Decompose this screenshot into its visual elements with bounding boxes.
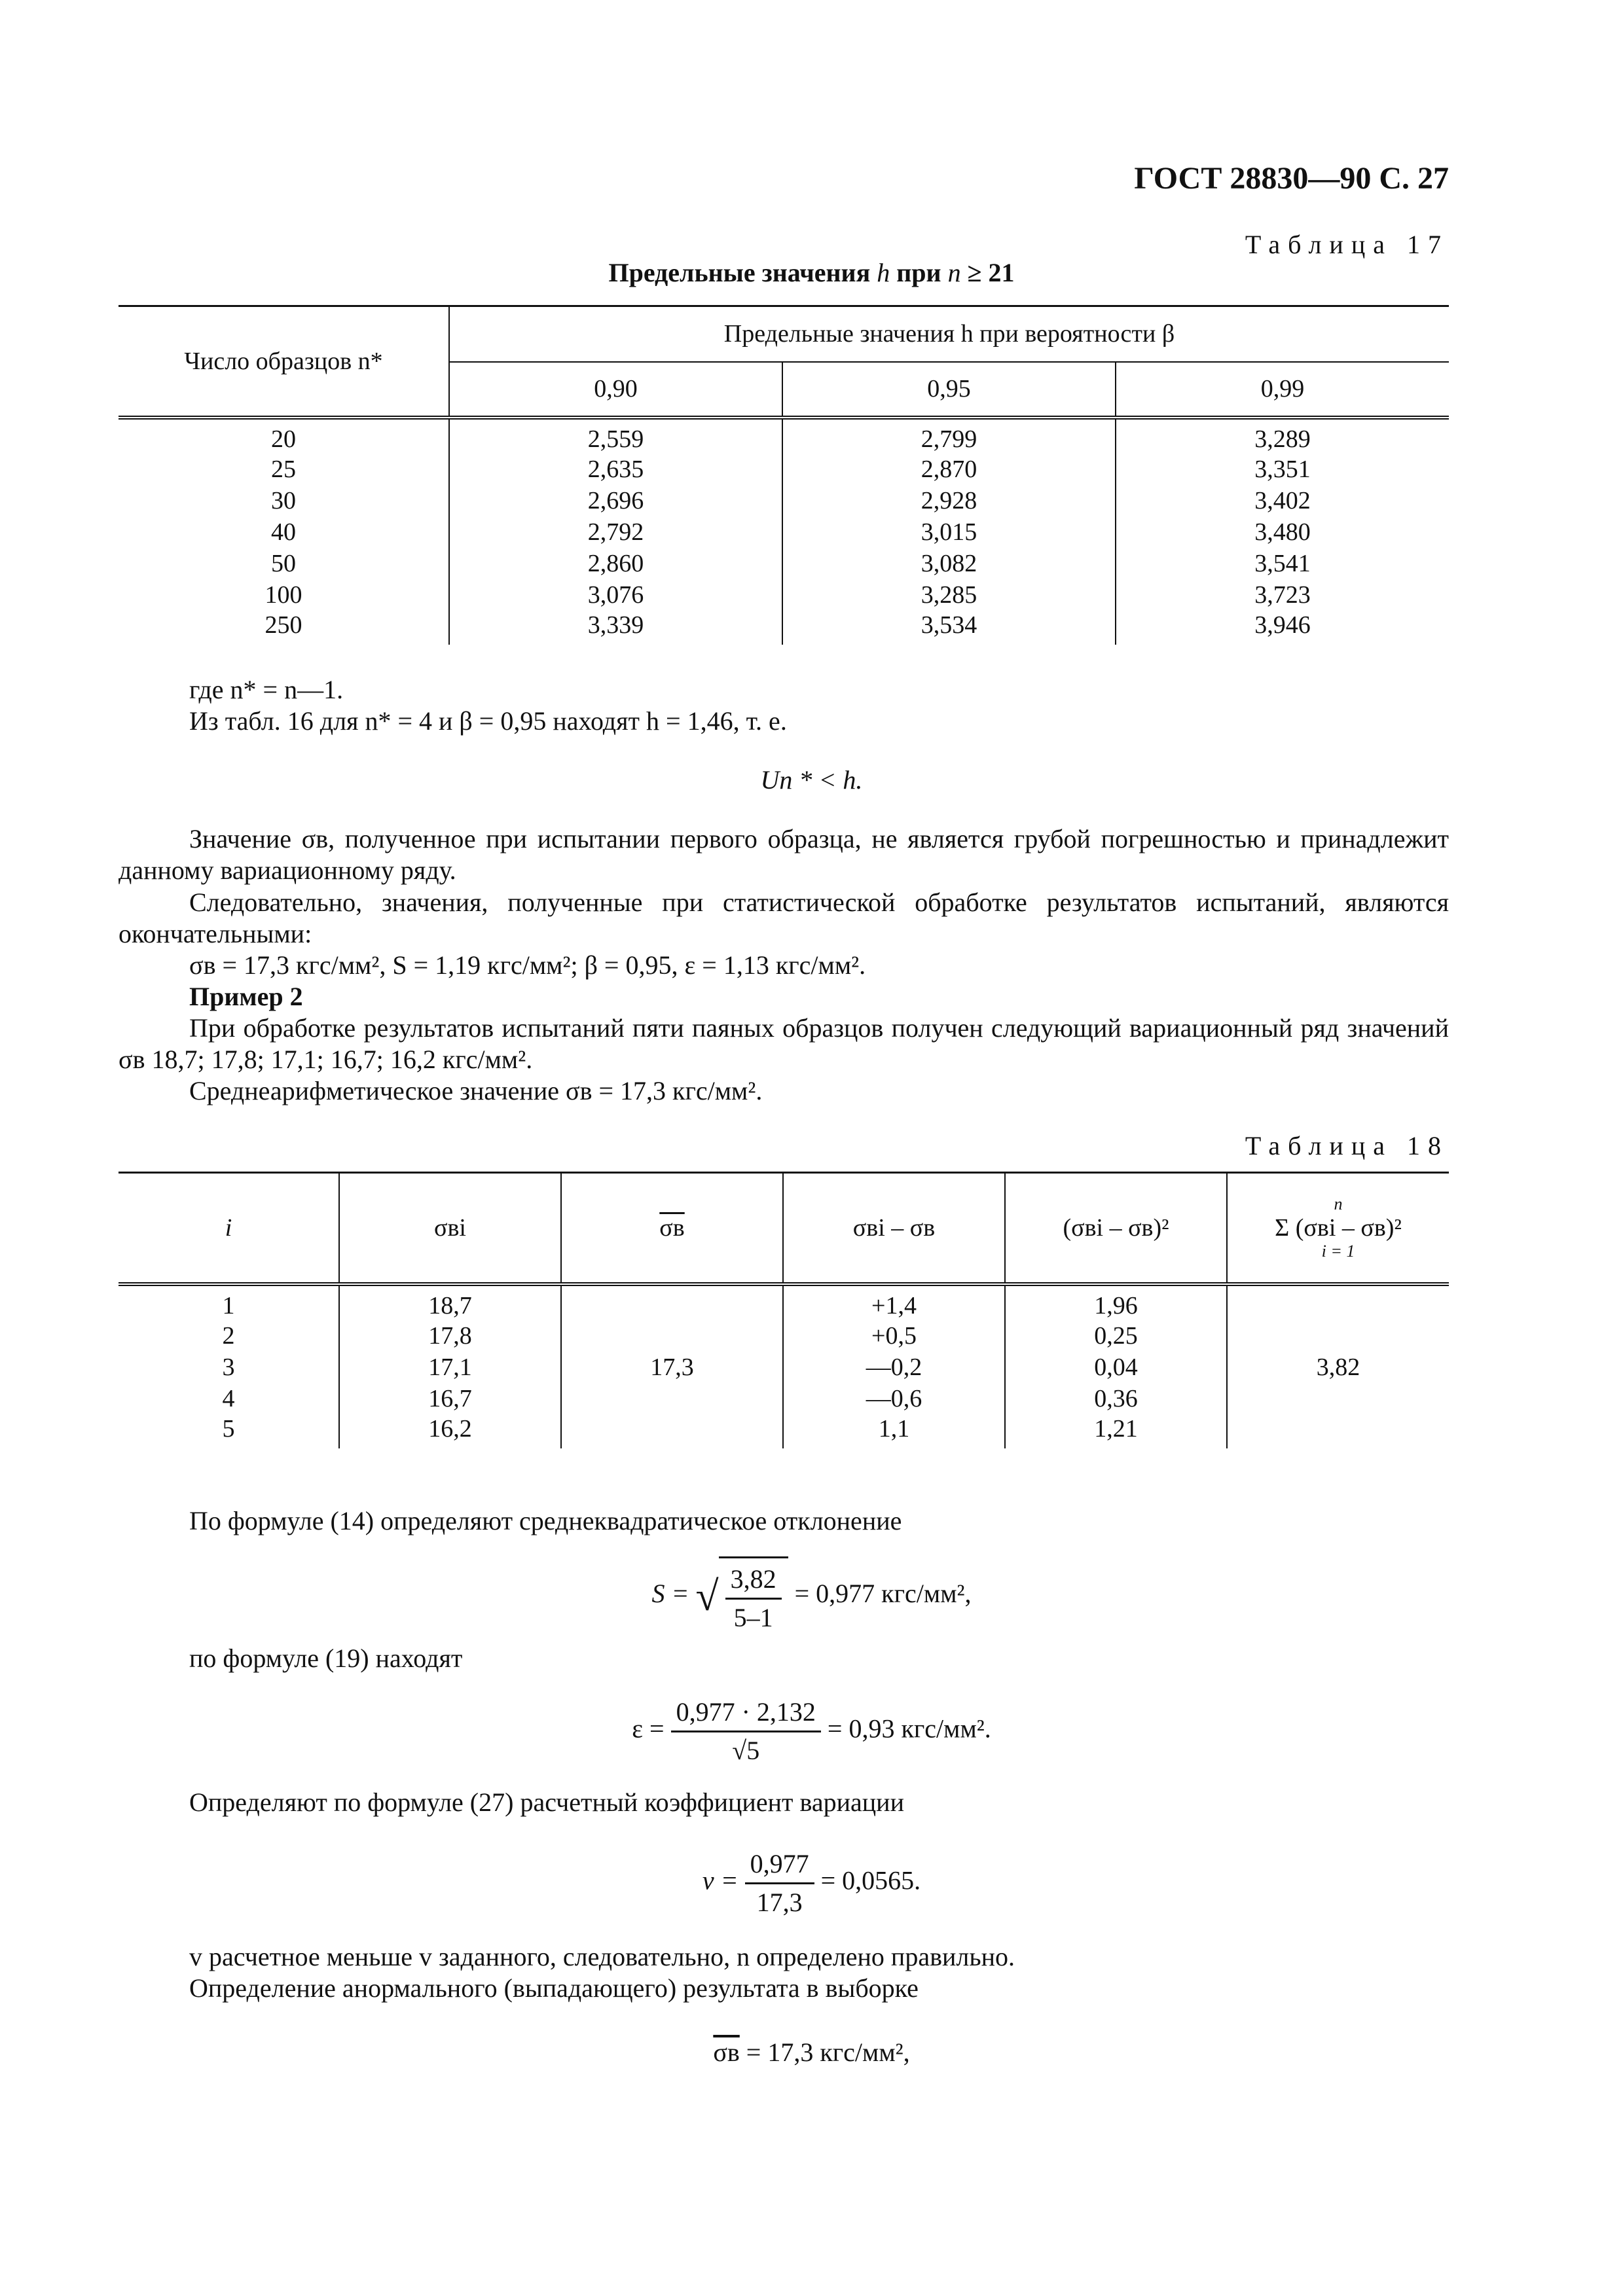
s-formula: S = √ $\frac{3,82}{5-1}$ = 0,977 кгс/мм², bbox=[0, 1556, 1623, 1636]
table-18-caption: Таблица 18 bbox=[1245, 1131, 1449, 1160]
col-header-diff: σвi – σв bbox=[783, 1173, 1005, 1284]
sigma-mean-formula: σв = 17,3 кгс/мм², bbox=[713, 2037, 910, 2067]
table-18 bbox=[119, 1172, 1449, 1448]
col-header-prob: 0,95 bbox=[782, 362, 1116, 418]
table-row: 40 2,792 3,015 3,480 bbox=[119, 516, 1449, 548]
col-header-sigma-mean: σв bbox=[561, 1173, 783, 1284]
example-2-paragraph: При обработке результатов испытаний пяти паяных образцов получен следующий вариационный ряд значений σв 18,7; 17,8; 17,1; 16,7; 16,2 кгс/мм². bbox=[119, 1013, 1449, 1074]
consequently-paragraph: Следовательно, значения, полученные при статистической обработке результатов испытаний, являются окончательными: bbox=[119, 888, 1449, 948]
formula-19-line: по формуле (19) находят bbox=[189, 1643, 463, 1673]
col-header-sq: (σвi – σв)² bbox=[1005, 1173, 1227, 1284]
col-header-prob: 0,99 bbox=[1116, 362, 1449, 418]
col-header-samples: Число образцов n* bbox=[119, 306, 449, 418]
where-line: где n* = n—1. bbox=[189, 675, 344, 704]
table-row: 100 3,076 3,285 3,723 bbox=[119, 579, 1449, 611]
table-17 bbox=[119, 305, 1449, 645]
col-header-prob: 0,90 bbox=[449, 362, 782, 418]
mean-paragraph: Среднеарифметическое значение σв = 17,3 кгс/мм². bbox=[189, 1076, 763, 1105]
v-less-line: v расчетное меньше v заданного, следовательно, n определено правильно. bbox=[189, 1942, 1015, 1971]
final-values: σв = 17,3 кгс/мм², S = 1,19 кгс/мм²; β = 0,95, ε = 1,13 кгс/мм². bbox=[189, 950, 866, 980]
sum-cell: 3,82 bbox=[1316, 1353, 1360, 1381]
page-header: ГОСТ 28830—90 С. 27 bbox=[1134, 161, 1449, 196]
col-header-i: i bbox=[119, 1173, 339, 1284]
from-table-line: Из табл. 16 для n* = 4 и β = 0,95 находят h = 1,46, т. е. bbox=[189, 706, 787, 736]
table-row: 4 16,7 —0,6 0,36 bbox=[119, 1383, 1449, 1414]
example-2-heading: Пример 2 bbox=[189, 982, 303, 1011]
table-row: 2 17,8 +0,5 0,25 bbox=[119, 1320, 1449, 1352]
table-row: 250 3,339 3,534 3,946 bbox=[119, 611, 1449, 645]
v-formula: v = $\frac{0,977}{17,3}$ = 0,0565. bbox=[0, 1846, 1623, 1921]
col-header-sigma-i: σвi bbox=[339, 1173, 561, 1284]
table-17-title: Предельные значения h при n ≥ 21 bbox=[608, 258, 1015, 287]
col-header-sum: n Σ (σвi – σв)² i = 1 bbox=[1227, 1173, 1449, 1284]
col-header-group: Предельные значения h при вероятности β bbox=[449, 306, 1449, 362]
table-row: 30 2,696 2,928 3,402 bbox=[119, 485, 1449, 516]
anomal-line: Определение анормального (выпадающего) результата в выборке bbox=[189, 1973, 919, 2003]
formula-14-line: По формуле (14) определяют среднеквадратическое отклонение bbox=[189, 1506, 902, 1535]
table-row: 5 16,2 1,1 1,21 bbox=[119, 1414, 1449, 1448]
epsilon-formula: ε = $\frac{0,977 \cdot 2,132}{√5}$ = 0,93 кгс/мм². bbox=[0, 1694, 1623, 1769]
table-row: 20 2,559 2,799 3,289 bbox=[119, 418, 1449, 454]
mean-cell: 17,3 bbox=[561, 1284, 783, 1448]
table-row: 50 2,860 3,082 3,541 bbox=[119, 548, 1449, 579]
formula-27-line: Определяют по формуле (27) расчетный коэффициент вариации bbox=[189, 1787, 904, 1817]
table-17-caption: Таблица 17 bbox=[1245, 230, 1449, 259]
un-formula: Un * < h. bbox=[760, 765, 863, 795]
table-row: 3 17,1 —0,2 0,04 bbox=[119, 1352, 1449, 1383]
sigma-paragraph: Значение σв, полученное при испытании первого образца, не является грубой погрешностью и принадлежит данному вариационному ряду. bbox=[119, 824, 1449, 885]
table-row: 1 18,7 17,3 +1,4 1,96 3,82 bbox=[119, 1284, 1449, 1320]
table-row: 25 2,635 2,870 3,351 bbox=[119, 454, 1449, 485]
